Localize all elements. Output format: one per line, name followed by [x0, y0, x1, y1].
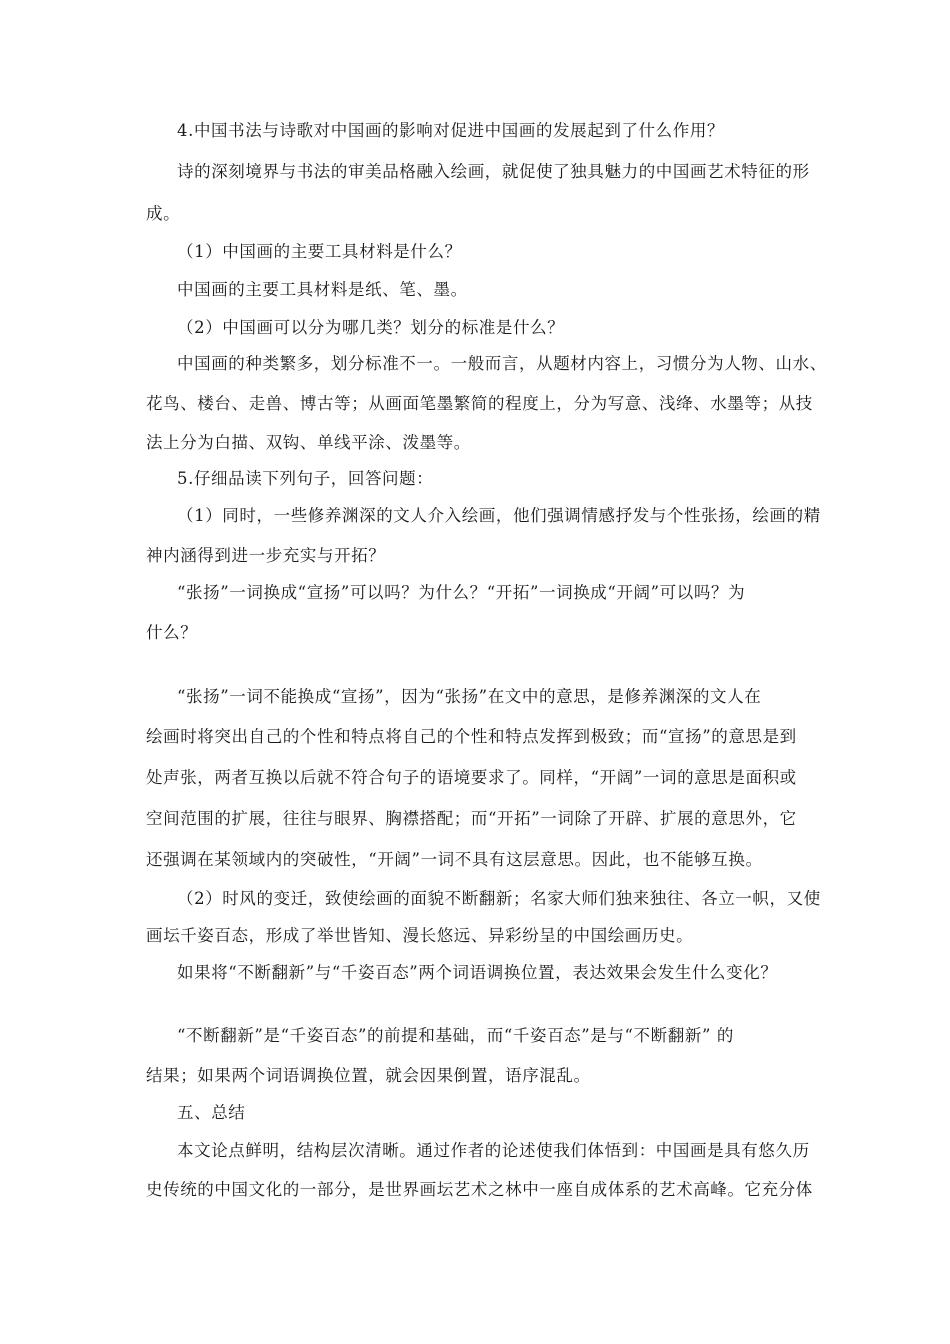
answer-4-2-line-1: 中国画的种类繁多，划分标准不一。一般而言，从题材内容上，习惯分为人物、山水、 — [177, 354, 827, 373]
question-5-2: 如果将“不断翻新”与“千姿百态”两个词语调换位置，表达效果会发生什么变化？ — [177, 963, 778, 982]
answer-5-1-line-3: 处声张，两者互换以后就不符合句子的语境要求了。同样，“开阔”一词的意思是面积或 — [146, 768, 797, 787]
question-4: 4.中国书法与诗歌对中国画的影响对促进中国画的发展起到了什么作用？ — [177, 121, 725, 140]
sentence-5-1-line-1: （1）同时，一些修养渊深的文人介入绘画，他们强调情感抒发与个性张扬，绘画的精 — [177, 506, 821, 525]
answer-4-line-1: 诗的深刻境界与书法的审美品格融入绘画，就促使了独具魅力的中国画艺术特征的形 — [177, 162, 810, 181]
sentence-5-2-line-2: 画坛千姿百态，形成了举世皆知、漫长悠远、异彩纷呈的中国绘画历史。 — [146, 926, 694, 945]
answer-4-2-line-3: 法上分为白描、双钩、单线平涂、泼墨等。 — [146, 433, 471, 452]
answer-5-1-line-2: 绘画时将突出自己的个性和特点将自己的个性和特点发挥到极致；而“宣扬”的意思是到 — [146, 727, 797, 746]
answer-4-1: 中国画的主要工具材料是纸、笔、墨。 — [177, 280, 468, 299]
summary-line-2: 史传统的中国文化的一部分，是世界画坛艺术之林中一座自成体系的艺术高峰。它充分体 — [146, 1180, 813, 1199]
answer-5-1-line-4: 空间范围的扩展，往往与眼界、胸襟搭配；而“开拓”一词除了开辟、扩展的意思外，它 — [146, 809, 797, 828]
question-4-1: （1）中国画的主要工具材料是什么？ — [177, 242, 462, 261]
summary-line-1: 本文论点鲜明，结构层次清晰。通过作者的论述使我们体悟到：中国画是具有悠久历 — [177, 1141, 810, 1160]
section-heading-summary: 五、总结 — [177, 1103, 246, 1122]
answer-5-2-line-2: 结果；如果两个词语调换位置，就会因果倒置，语序混乱。 — [146, 1066, 591, 1085]
answer-5-1-line-1: “张扬”一词不能换成“宣扬”，因为“张扬”在文中的意思，是修养渊深的文人在 — [177, 687, 762, 706]
sentence-5-1-line-2: 神内涵得到进一步充实与开拓？ — [146, 546, 386, 565]
question-5-1-line-1: “张扬”一词换成“宣扬”可以吗？为什么？“开拓”一词换成“开阔”可以吗？为 — [177, 583, 746, 602]
question-5: 5.仔细品读下列句子，回答问题： — [177, 469, 434, 488]
answer-5-2-line-1: “不断翻新”是“千姿百态”的前提和基础，而“千姿百态”是与“不断翻新” 的 — [177, 1026, 734, 1045]
answer-4-2-line-2: 花鸟、楼台、走兽、博古等；从画面笔墨繁简的程度上，分为写意、浅绛、水墨等；从技 — [146, 394, 813, 413]
answer-5-1-line-5: 还强调在某领域内的突破性，“开阔”一词不具有这层意思。因此，也不能够互换。 — [146, 850, 763, 869]
question-5-1-line-2: 什么？ — [146, 623, 198, 642]
question-4-2: （2）中国画可以分为哪几类？划分的标准是什么？ — [177, 318, 565, 337]
sentence-5-2-line-1: （2）时风的变迁，致使绘画的面貌不断翻新；名家大师们独来独往、各立一帜，又使 — [177, 889, 821, 908]
answer-4-line-2: 成。 — [146, 204, 181, 223]
